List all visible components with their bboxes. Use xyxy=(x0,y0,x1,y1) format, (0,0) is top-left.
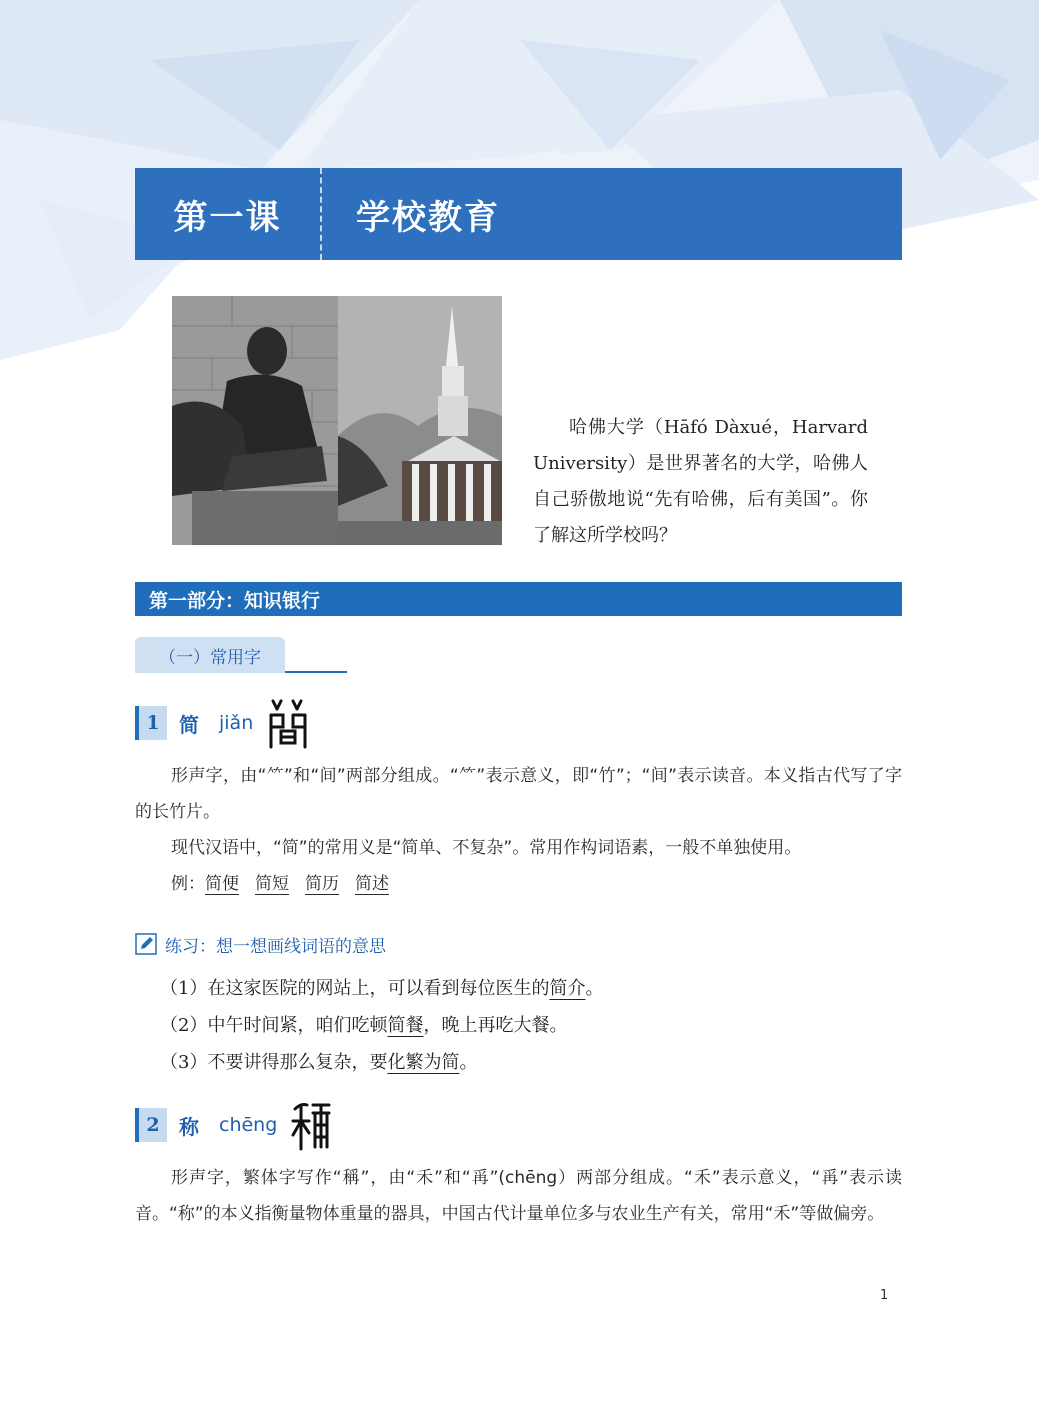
exercise-text: 。 xyxy=(585,978,604,999)
exercise-header xyxy=(135,930,386,958)
exercise-text: （3）不要讲得那么复杂，要 xyxy=(160,1052,388,1073)
char2-explanation xyxy=(135,1160,902,1232)
example-word: 简历 xyxy=(305,874,339,894)
section-header xyxy=(135,582,902,616)
intro-text: 哈佛大学（Hāfó Dàxué，Harvard University）是世界著名的大学，哈佛人自己骄傲地说“先有哈佛，后有美国”。你了解这所学校吗？ xyxy=(533,417,868,546)
section-title: 第一部分：知识银行 xyxy=(149,589,321,612)
exercise-text: ，晚上再吃大餐。 xyxy=(423,1015,568,1036)
underlined-word: 简介 xyxy=(549,978,586,999)
underlined-word: 简餐 xyxy=(387,1015,424,1036)
char1-examples xyxy=(135,866,902,902)
exercise-text: （2）中午时间紧，咱们吃顿 xyxy=(160,1015,388,1036)
char-heading-2 xyxy=(135,1105,333,1145)
seal-script-jian-icon xyxy=(267,697,309,749)
page-number: 1 xyxy=(880,1288,889,1303)
subsection-tab: （一）常用字 xyxy=(135,637,285,673)
example-word: 简短 xyxy=(255,874,289,894)
exercise-list xyxy=(160,970,880,1081)
char-hanzi: 简 xyxy=(179,712,199,737)
char1-explanation xyxy=(135,758,902,902)
pencil-icon xyxy=(135,933,157,955)
char-pinyin: jiǎn xyxy=(219,712,254,734)
seal-script-cheng-icon xyxy=(291,1099,333,1151)
char-heading-1 xyxy=(135,703,309,743)
intro-paragraph xyxy=(533,410,868,554)
char-hanzi: 称 xyxy=(179,1114,199,1139)
char-number: 1 xyxy=(135,706,167,740)
exercise-title: 练习：想一想画线词语的意思 xyxy=(165,936,386,957)
exercise-item xyxy=(160,970,880,1007)
char-pinyin: chēng xyxy=(219,1114,278,1136)
char1-para1: 形声字，由“⺮”和“间”两部分组成。“⺮”表示意义，即“竹”；“间”表示读音。本义指古代写了字的长竹片。 xyxy=(135,766,902,822)
statue-photo xyxy=(172,296,338,545)
example-word: 简述 xyxy=(355,874,389,894)
subsection-underline xyxy=(285,671,347,673)
example-word: 简便 xyxy=(205,874,239,894)
underlined-word: 化繁为简 xyxy=(387,1052,460,1073)
char-number: 2 xyxy=(135,1108,167,1142)
church-photo xyxy=(338,296,502,545)
examples-label: 例： xyxy=(171,874,205,894)
char1-para2: 现代汉语中，“简”的常用义是“简单、不复杂”。常用作构词语素，一般不单独使用。 xyxy=(171,838,802,858)
exercise-text: 。 xyxy=(459,1052,478,1073)
exercise-item xyxy=(160,1044,880,1081)
lesson-banner xyxy=(135,168,902,260)
lesson-title: 学校教育 xyxy=(356,197,500,238)
char2-para1: 形声字，繁体字写作“稱”，由“禾”和“爯”(chēng）两部分组成。“禾”表示意义，“爯”表示读音。“称”的本义指衡量物体重量的器具，中国古代计量单位多与农业生产有关，常用“禾”等做偏旁。 xyxy=(135,1168,902,1224)
exercise-text: （1）在这家医院的网站上，可以看到每位医生的 xyxy=(160,978,550,999)
exercise-item xyxy=(160,1007,880,1044)
lesson-number: 第一课 xyxy=(173,197,282,238)
